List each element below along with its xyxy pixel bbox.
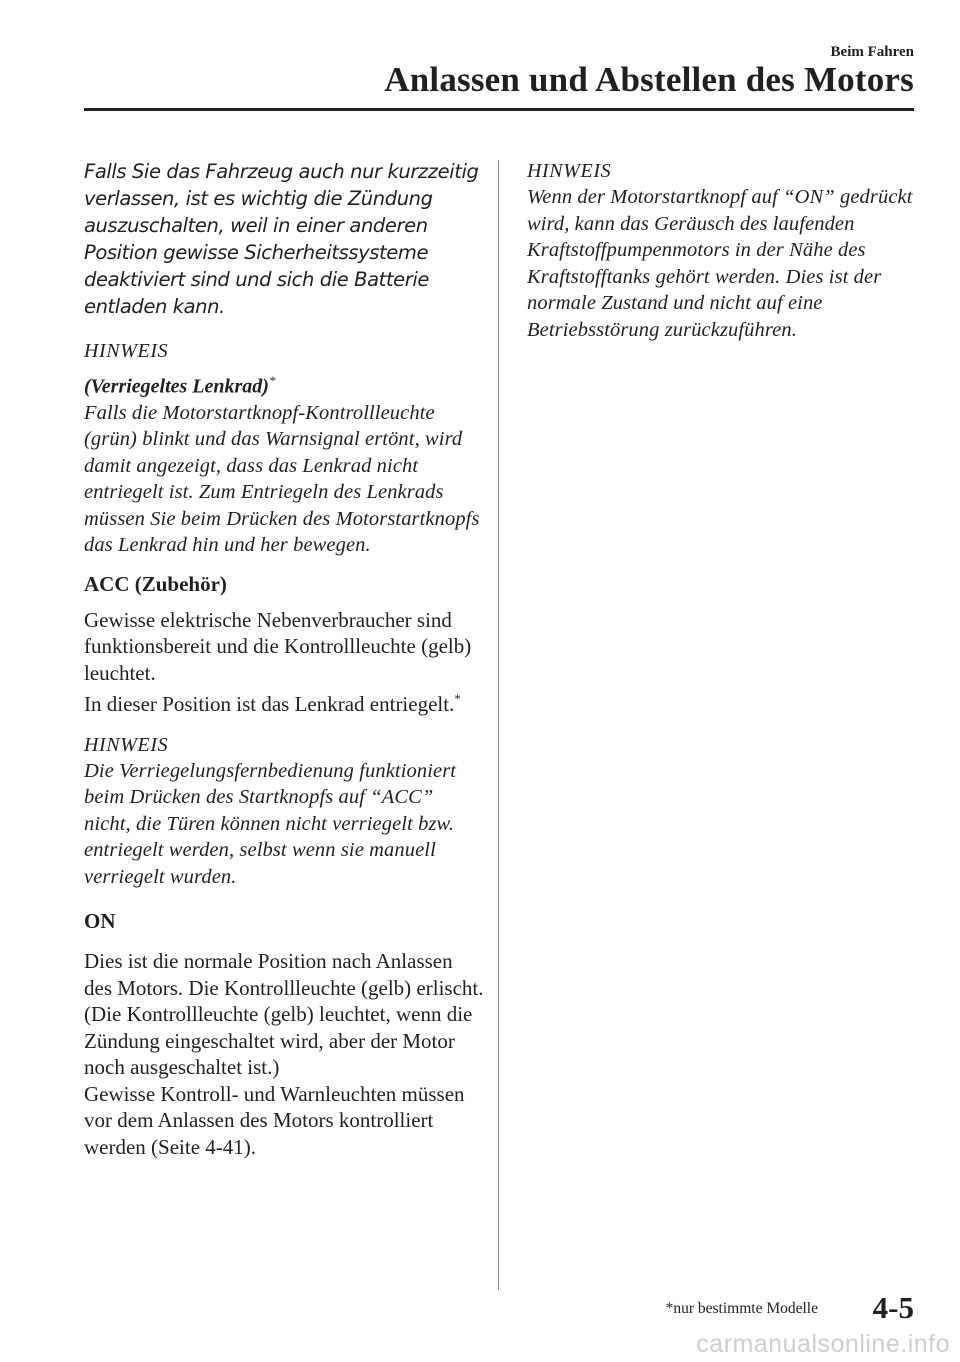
acc-body-paragraph-1: Gewisse elektrische Nebenverbraucher sind funktionsbereit und die Kontrollleuchte (gelb) leuchtet. (84, 607, 472, 685)
on-body-paragraph-2: Gewisse Kontroll- und Warnleuchten müssen vor dem Anlassen des Motors kontrolliert werden (Seite 4-41). (84, 1081, 465, 1159)
section-heading-acc: ACC (Zubehör) (84, 571, 227, 596)
note-heading: HINWEIS (84, 733, 169, 756)
note-heading: HINWEIS (84, 340, 169, 362)
section-acc (84, 571, 484, 718)
section-heading-on: ON (84, 909, 116, 934)
note-subheading: (Verriegeltes Lenkrad)* (84, 373, 276, 398)
section-on (84, 908, 484, 1160)
asterisk-mark: * (454, 691, 461, 707)
on-body-paragraph-1: Dies ist die normale Position nach Anlassen des Motors. Die Kontrollleuchte (gelb) erlischt. (Die Kontrollleuchte (gelb) leuchtet, wenn die Zündung eingeschaltet wird, aber der Motor noch ausgeschaltet ist.) (84, 949, 484, 1080)
watermark-text: carmanualsonline.info (696, 1330, 950, 1358)
note-body: Wenn der Motorstartknopf auf “ON” gedrückt wird, kann das Geräusch des laufenden Kraftstoffpumpenmotors in der Nähe des Kraftstofftanks gehört werden. Dies ist der normale Zustand und nicht auf eine Betriebsstörung zurückzuführen. (527, 186, 913, 341)
warning-text: Falls Sie das Fahrzeug auch nur kurzzeitig verlassen, ist es wichtig die Zündung auszuschalten, weil in einer anderen Position gewisse Sicherheitssysteme deaktiviert sind und sich die Batterie entladen kann. (84, 160, 479, 318)
note-body: Die Verriegelungsfernbedienung funktioniert beim Drücken des Startknopfs auf “ACC” nicht, die Türen können nicht verriegelt bzw. entriegelt werden, selbst wenn sie manuell verriegelt wurden. (84, 759, 457, 888)
asterisk-mark: * (268, 373, 276, 388)
note-heading: HINWEIS (527, 160, 612, 182)
page-number: 4-5 (872, 1290, 914, 1325)
header-rule (84, 108, 914, 111)
page-title: Anlassen und Abstellen des Motors (384, 60, 914, 99)
acc-body-paragraph-2: In dieser Position ist das Lenkrad entriegelt.* (84, 691, 461, 717)
column-divider (498, 160, 499, 1290)
right-column (527, 158, 927, 343)
note-remote-lock (84, 732, 484, 891)
note-body: Falls die Motorstartknopf-Kontrollleuchte (grün) blinkt und das Warnsignal ertönt, wird damit angezeigt, dass das Lenkrad nicht entriegelt ist. Zum Entriegeln des Lenkrads müssen Sie beim Drücken des Motorstartknopfs das Lenkrad hin und her bewegen. (84, 401, 480, 557)
note-fuel-pump (527, 158, 927, 343)
note-steering-lock (84, 338, 484, 559)
left-column (84, 158, 484, 1160)
footer-note: *nur bestimmte Modelle (665, 1300, 818, 1317)
header-section-name: Beim Fahren (830, 44, 914, 60)
